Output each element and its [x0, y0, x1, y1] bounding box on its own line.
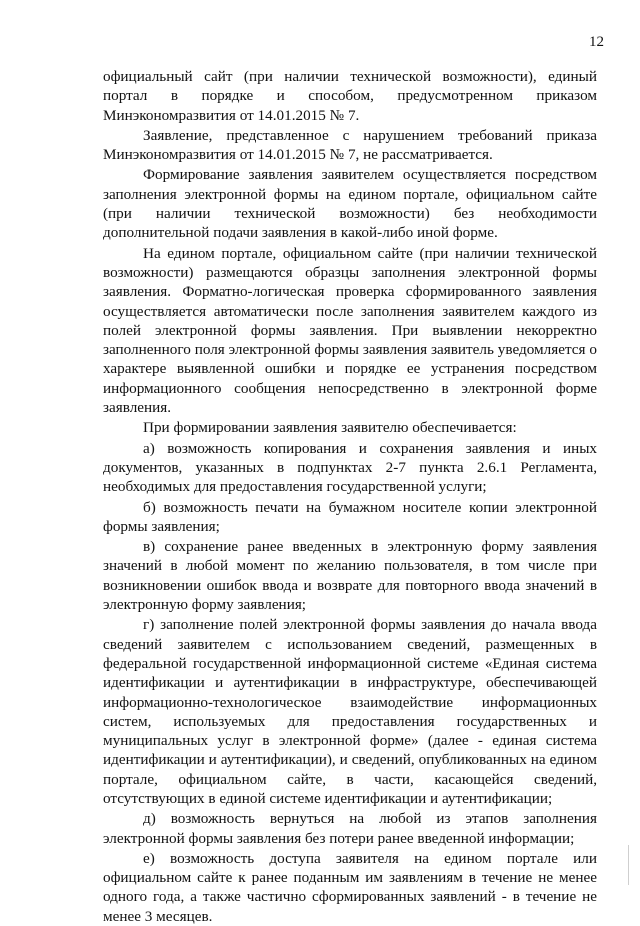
document-body — [103, 67, 597, 926]
paragraph-rejection-note: Заявление, представленное с нарушением требований приказа Минэкономразвития от 14.01.2015 № 7, не рассматривается. — [103, 126, 597, 164]
list-item-d: д) возможность вернуться на любой из этапов заполнения электронной формы заявления без потери ранее введенной информации; — [103, 810, 597, 847]
list-item-g: г) заполнение полей электронной формы заявления до начала ввода сведений заявителем с использованием сведений, размещенных в федеральной государственной информационной системе «Единая система идентификации и аутентификации в инфраструктуре, обеспечивающей информационно-технологическое взаимодействие информационных систем, используемых для предоставления государственных и муниципальных услуг в электронной форме» (далее - единая система идентификации и аутентификации), и сведений, опубликованных на едином портале, официальном сайте, в части, касающейся сведений, отсутствующих в единой системе идентификации и аутентификации; — [103, 616, 597, 807]
list-item-v: в) сохранение ранее введенных в электронную форму заявления значений в любой момент по желанию пользователя, в том числе при возникновении ошибок ввода и возврате для повторного ввода значений в электронную форму заявления; — [103, 538, 597, 614]
paragraph-form-filling: Формирование заявления заявителем осуществляется посредством заполнения электронной формы на едином портале, официальном сайте (при наличии технической возможности) без необходимости дополнительной подачи заявления в какой-либо иной форме. — [103, 166, 597, 242]
paragraph-form-samples: На едином портале, официальном сайте (при наличии технической возможности) размещаются образцы заполнения электронной формы заявления. Форматно-логическая проверка сформированного заявления осуществляется автоматически после заполнения заявителем каждого из полей электронной формы заявления. При выявлении некорректно заполненного поля электронной формы заявления заявитель уведомляется о характере выявленной ошибки и порядке ее устранения посредством информационного сообщения непосредственно в электронной форме заявления. — [103, 244, 597, 417]
paragraph-continuation: официальный сайт (при наличии технической возможности), единый портал в порядке и способом, предусмотренном приказом Минэкономразвития от 14.01.2015 № 7. — [103, 68, 597, 124]
page-number: 12 — [589, 34, 604, 50]
list-item-b: б) возможность печати на бумажном носителе копии электронной формы заявления; — [103, 498, 597, 535]
list-item-e: е) возможность доступа заявителя на едином портале или официальном сайте к ранее поданным им заявлениям в течение не менее одного года, а также частично сформированных заявлений - в течение не менее 3 месяцев. — [103, 849, 597, 925]
scan-edge-mark — [628, 845, 629, 885]
list-item-a: а) возможность копирования и сохранения заявления и иных документов, указанных в подпунктах 2-7 пункта 2.6.1 Регламента, необходимых для предоставления государственной услуги; — [103, 439, 597, 496]
paragraph-provisions-intro: При формировании заявления заявителю обеспечивается: — [143, 419, 517, 437]
